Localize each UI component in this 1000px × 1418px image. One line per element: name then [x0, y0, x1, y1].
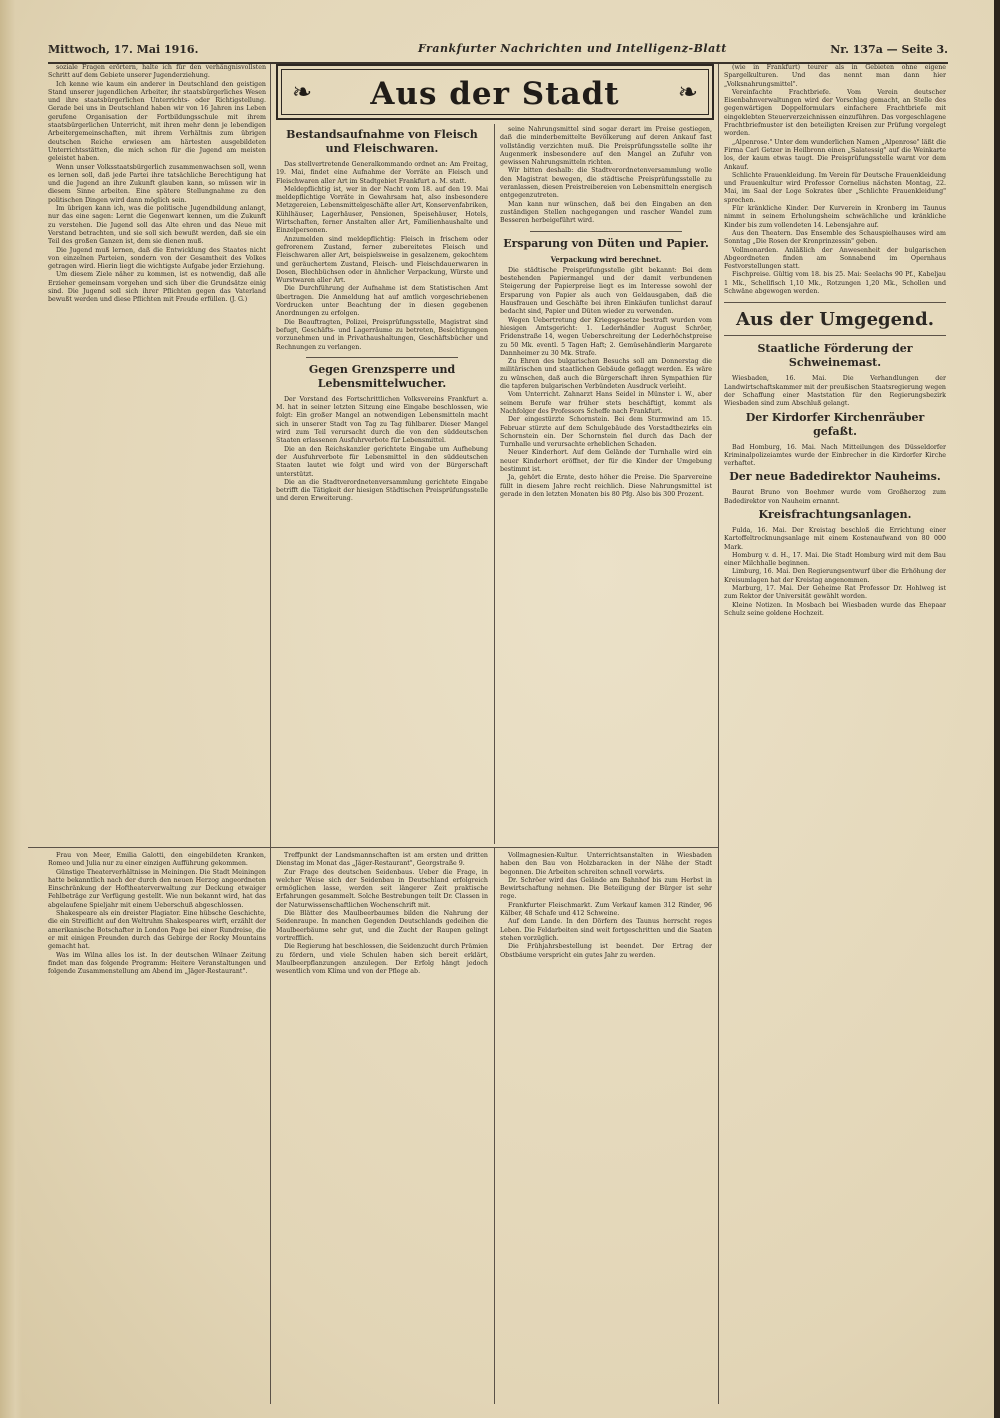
newspaper-title: Frankfurter Nachrichten und Intelligenz-Blatt	[418, 42, 727, 55]
paragraph: Um diesem Ziele näher zu kommen, ist es notwendig, daß alle Erzieher gemeinsam vorgehen und sich über die Grundsätze einig sind. Die Jugend soll sich ihrer Pflichten gegen das Vaterland bewußt werden und diese Pflichten mit Freude erfüllen. (J. G.)	[48, 271, 266, 304]
paragraph: Die städtische Preisprüfungsstelle gibt bekannt: Bei dem bestehenden Papiermangel und der damit verbundenen Steigerung der Papierpreise liegt es im Interesse sowohl der Ersparung von Papier als auch von Geldausgaben, daß die Hausfrauen und Geschäfte bei ihren Einkäufen tunlichst darauf bedacht sind, Papier und Düten wieder zu verwenden.	[500, 266, 712, 316]
paragraph: Für kränkliche Kinder. Der Kurverein in Kronberg im Taunus nimmt in seinem Erholungsheim schwächliche und kränkliche Kinder bis zum vollendeten 14. Lebensjahre auf.	[724, 205, 946, 229]
paragraph: Schlichte Frauenkleidung. Im Verein für Deutsche Frauenkleidung und Frauenkultur wird Professor Cornelius nächsten Montag, 22. Mai, im Saal der Loge Sokrates über „Schlichte Frauenkleidung" sprechen.	[724, 171, 946, 204]
section-title: Aus der Stadt	[370, 76, 620, 112]
paragraph: Die Blätter des Maulbeerbaumes bilden die Nahrung der Seidenraupe. In manchen Gegenden Deutschlands gedeihen die Maulbeerbäume sehr gut, und die Zucht der Raupen gelingt vortrefflich.	[276, 910, 488, 942]
paragraph: Frau von Meer, Emilia Galotti, den eingebildeten Kranken, Romeo und Julia nur zu einer einzigen Aufführung gekommen.	[48, 852, 266, 868]
paragraph: Frankfurter Fleischmarkt. Zum Verkauf kamen 312 Rinder, 96 Kälber, 48 Schafe und 412 Schweine.	[500, 901, 712, 918]
paragraph: Wiesbaden, 16. Mai. Die Verhandlungen der Landwirtschaftskammer mit der preußischen Staatsregierung wegen der Schaffung einer Maststation für den Regierungsbezirk Wiesbaden sind zum Abschluß gelangt.	[724, 375, 946, 408]
article-heading: Bestandsaufnahme von Fleisch und Fleischwaren.	[286, 128, 478, 155]
column-3	[500, 126, 712, 846]
article-heading: Gegen Grenzsperre und Lebensmittelwucher.	[308, 362, 456, 390]
paragraph: Was im Wilna alles los ist. In der deutschen Wilnaer Zeitung findet man das folgende Programm: Heitere Veranstaltungen und folgende Zusammenstellung am Abend im „Jäger-Restaurant".	[48, 951, 266, 976]
article-heading: Ersparung von Düten und Papier.	[503, 236, 709, 250]
paragraph: Ich kenne wie kaum ein anderer in Deutschland den geistigen Stand unserer jugendlichen Arbeiter, ihr staatsbürgerliches Wesen und ihre staatsbürgerlichen Unterrichts- oder Richtigstellung. Gerade bei uns in Deutschland haben wir von 16 Jahren ins Leben gerufene Organisation der Fortbildungsschule mit ihrem staatsbürgerlichen Unterricht, mit ihren mehr denn je lebendigen Arbeitergemeinschaften, mit ihrem Verhältnis zum übrigen deutschen Reiche erwiesen am härtesten ausgebildeten Unterrichtsstätten, die mich schon für die Jugend am meisten geleistet haben.	[48, 80, 266, 163]
column-1	[48, 64, 266, 846]
page-binding-edge	[0, 0, 22, 1418]
paragraph: Neuer Kinderhort. Auf dem Gelände der Turnhalle wird ein neuer Kinderhort eröffnet, der für die Kinder der Umgebung bestimmt ist.	[500, 449, 712, 473]
paragraph: Die Regierung hat beschlossen, die Seidenzucht durch Prämien zu fördern, und viele Schulen haben sich bereit erklärt, Maulbeerpflanzungen anzulegen. Der Erfolg hängt jedoch wesentlich vom Klima und von der Pflege ab.	[276, 943, 488, 976]
paragraph: Die an den Reichskanzler gerichtete Eingabe um Aufhebung der Ausfuhrverbote für Lebensmittel in den süddeutschen Staaten lautet wie folgt und wird von der Bürgerschaft unterstützt.	[276, 445, 488, 478]
column-5	[48, 852, 266, 1404]
paragraph: Auf dem Lande. In den Dörfern des Taunus herrscht reges Leben. Die Feldarbeiten sind weit fortgeschritten und die Saaten stehen vorzüglich.	[500, 918, 712, 942]
paragraph: soziale Fragen erörtern, halte ich für den verhängnisvollsten Schritt auf dem Gebiete unserer Jugenderziehung.	[48, 64, 266, 80]
ornament-left-icon: ❧	[292, 78, 313, 106]
paragraph: Bad Homburg, 16. Mai. Nach Mitteilungen des Düsseldorfer Kriminalpolizeiamtes wurde der Einbrecher in die Kirdorfer Kirche verhaftet.	[724, 443, 946, 468]
paragraph: Die Beauftragten, Polizei, Preisprüfungsstelle, Magistrat sind befugt, Geschäfts- und Lagerräume zu betreten, Besichtigungen vorzunehmen und in Privathaushaltungen, Geschäftsbücher und Rechnungen zu verlangen.	[276, 318, 488, 351]
section-divider	[724, 302, 946, 303]
column-rule	[494, 124, 495, 844]
column-4	[724, 64, 946, 1404]
article-heading: Staatliche Förderung der Schweinemast.	[757, 342, 913, 370]
paragraph: Vollmonarden. Anläßlich der Anwesenheit der bulgarischen Abgeordneten finden am Sonnabend im Opernhaus Festvorstellungen statt.	[724, 246, 946, 271]
article-divider	[306, 357, 458, 358]
column-2	[276, 126, 488, 846]
paragraph: Fischpreise. Gültig vom 18. bis 25. Mai: Seelachs 90 Pf., Kabeljau 1 Mk., Schellfisch 1,10 Mk., Rotzungen 1,20 Mk., Schollen und Schwäne abgewogen werden.	[724, 271, 946, 296]
issue-date: Mittwoch, 17. Mai 1916.	[48, 43, 199, 56]
article-heading: Kreisfrachtungsanlagen.	[758, 507, 912, 521]
paragraph: Wir bitten deshalb: die Stadtverordnetenversammlung wolle den Magistrat bewegen, die städtische Preisprüfungsstelle zu veranlassen, diesen Preistreibereien von Lebensmitteln energisch entgegenzutreten.	[500, 167, 712, 200]
paragraph: Limburg, 16. Mai. Den Regierungsentwurf über die Erhöhung der Kreisumlagen hat der Kreistag angenommen.	[724, 568, 946, 584]
paragraph: Wegen Uebertretung der Kriegsgesetze bestraft wurden vom hiesigen Amtsgericht: 1. Lederhändler August Schröer, Fridenstraße 14, wegen Ueberschreitung der Lederhöchstpreise zu 50 Mk. eventl. 5 Tagen Haft; 2. Gemüsehändlerin Margarete Dannheimer zu 30 Mk. Strafe.	[500, 316, 712, 357]
paragraph: Anzumelden sind meldepflichtig: Fleisch in frischem oder gefrorenem Zustand, ferner zubereitetes Fleisch und Fleischwaren aller Art, beispielsweise in gesalzenem, gekochtem und geräuchertem Zustand, Fleisch- und Fleischdauerwaren in Dosen, Blechbüchsen oder in ähnlicher Verpackung, Würste und Wurstwaren aller Art.	[276, 235, 488, 285]
paragraph: Im übrigen kann ich, was die politische Jugendbildung anlangt, nur das eine sagen: Lernt die Gegenwart kennen, um die Zukunft zu verstehen. Die Jugend soll das Alte ehren und das Neue mit Verstand betrachten, und sie soll sich bewußt werden, daß sie ein Teil des großen Ganzen ist, dem sie dienen muß.	[48, 205, 266, 246]
paragraph: Die an die Stadtverordnetenversammlung gerichtete Eingabe betrifft die Tätigkeit der hiesigen Städtischen Preisprüfungsstelle und deren Erweiterung.	[276, 478, 488, 503]
page-number: Nr. 137a — Seite 3.	[830, 43, 948, 56]
paragraph: Die Jugend muß lernen, daß die Entwicklung des Staates nicht von einzelnen Parteien, sondern von der Gesamtheit des Volkes getragen wird. Hierin liegt die wichtigste Aufgabe jeder Erziehung.	[48, 246, 266, 271]
paragraph: Man kann nur wünschen, daß bei den Eingaben an den zuständigen Stellen nachgegangen und rascher Wandel zum Besseren herbeigeführt wird.	[500, 200, 712, 225]
column-7	[500, 852, 712, 1404]
paragraph: Marburg, 17. Mai. Der Geheime Rat Professor Dr. Hohlweg ist zum Rektor der Universität gewählt worden.	[724, 585, 946, 601]
column-rule	[270, 847, 271, 1404]
paragraph: „Alpenrose." Unter dem wunderlichen Namen „Alpenrose" läßt die Firma Carl Getzer in Heilbronn einen „Salatessig" auf die Weinkarte los, der kaum etwas taugt. Die Preisprüfungsstelle warnt vor dem Ankauf.	[724, 138, 946, 171]
paragraph: Aus den Theatern. Das Ensemble des Schauspielhauses wird am Sonntag „Die Rosen der Kronprinzessin" geben.	[724, 229, 946, 246]
paragraph: Wenn unser Volksstaatsbürgerlich zusammenwachsen soll, wenn es lernen soll, daß jede Partei ihre tatsächliche Berechtigung hat und die Jugend an ihre Zukunft glauben kann, so müssen wir in diesem Sinne arbeiten. Eine spätere Stellungnahme zu den politischen Dingen wird dann möglich sein.	[48, 163, 266, 204]
article-heading: Der Kirdorfer Kirchenräuber gefaßt.	[745, 410, 925, 438]
paragraph: Die Durchführung der Aufnahme ist dem Statistischen Amt übertragen. Die Anmeldung hat auf amtlich vorgeschriebenen Vordrucken unter Beachtung der in diesen gegebenen Anordnungen zu erfolgen.	[276, 285, 488, 318]
paragraph: Meldepflichtig ist, wer in der Nacht vom 18. auf den 19. Mai meldepflichtige Vorräte in Gewahrsam hat, also insbesondere Metzgereien, Lebensmittelgeschäfte aller Art, Konservenfabriken, Kühlhäuser, Lagerhäuser, Pensionen, Speisehäuser, Hotels, Wirtschaften, ferner Anstalten aller Art, Familienhaushalte und Einzelpersonen.	[276, 185, 488, 235]
paragraph: Der Vorstand des Fortschrittlichen Volksvereins Frankfurt a. M. hat in seiner letzten Sitzung eine Eingabe beschlossen, wie folgt: Ein großer Mangel an notwendigen Lebensmitteln macht sich in unserer Stadt von Tag zu Tag fühlbarer. Dieser Mangel wird zum Teil verursacht durch die von den süddeutschen Staaten erlassenen Ausfuhrverbote für Lebensmittel.	[276, 395, 488, 445]
paragraph: Vom Unterricht. Zahnarzt Hans Seidel in Münster i. W., aber seinem Berufe war früher stets beschäftigt, kommt als Nachfolger des Professors Scheffe nach Frankfurt.	[500, 391, 712, 415]
paragraph: Zu Ehren des bulgarischen Besuchs soll am Donnerstag die militärischen und staatlichen Gebäude geflaggt werden. Es wäre zu wünschen, daß auch die Bürgerschaft ihren Sympathien für die tapferen bulgarischen Verbündeten Ausdruck verleiht.	[500, 358, 712, 391]
paragraph: Günstige Theaterverhältnisse in Meiningen. Die Stadt Meiningen hatte bekanntlich nach der durch den neuen Herzog angeordneten Einschränkung der Hoftheaterverwaltung zur Deckung etwaiger Fehlbeträge zur Verfügung gestellt. Wie nun bekannt wird, hat das abgelaufene Spieljahr mit einem Ueberschuß abgeschlossen.	[48, 868, 266, 909]
section-divider	[724, 335, 946, 336]
paragraph: Treffpunkt der Landsmannschaften ist am ersten und dritten Dienstag im Monat das „Jäger-Restaurant", Georgstraße 9.	[276, 852, 488, 868]
paragraph: (wie in Frankfurt) teurer als in Gebieten ohne eigene Spargelkulturen. Und das nennt man dann hier „Volksnahrungsmittel".	[724, 64, 946, 88]
paragraph: Vereinfachte Frachtbriefe. Vom Verein deutscher Eisenbahnverwaltungen wird der Vorschlag gemacht, an Stelle des gegenwärtigen Doppelformulars einfachere Frachtbriefe mit eingeklebten Steuerverzeichnissen einzuführen. Das vorgeschlagene Frachtbriefmuster ist den beteiligten Kreisen zur Prüfung vorgelegt worden.	[724, 88, 946, 138]
column-rule	[494, 847, 495, 1404]
column-6	[276, 852, 488, 1404]
column-rule	[718, 64, 719, 1404]
article-divider	[530, 231, 682, 232]
paragraph: Baurat Bruno von Boehmer wurde vom Großherzog zum Badedirektor von Nauheim ernannt.	[724, 489, 946, 505]
paragraph: Ja, gehört die Ernte, desto höher die Preise. Die Sparvereine füllt in diesem Jahre recht reichlich. Diese Nahrungsmittel ist gerade in den letzten Monaten bis 80 Pfg. Also bis 300 Prozent.	[500, 474, 712, 498]
paragraph: Die Frühjahrsbestellung ist beendet. Der Ertrag der Obstbäume verspricht ein gutes Jahr zu werden.	[500, 943, 712, 959]
ornament-right-icon: ❧	[677, 78, 698, 106]
paragraph: Der eingestürzte Schornstein. Bei dem Sturmwind am 15. Februar stürzte auf dem Schulgebäude des Vorstadtbezirks ein Schornstein ein. Der Schornstein fiel durch das Dach der Turnhalle und verursachte erheblichen Schaden.	[500, 416, 712, 449]
paragraph: Dr. Schröer wird das Gelände am Bahnhof bis zum Herbst in Bewirtschaftung nehmen. Die Beteiligung der Bürger ist sehr rege.	[500, 876, 712, 901]
paragraph: Vollmagnesien-Kultur. Unterrichtsanstalten in Wiesbaden haben den Bau von Holzbaracken in der Nähe der Stadt begonnen. Die Arbeiten schreiten schnell vorwärts.	[500, 852, 712, 876]
running-header	[48, 40, 948, 64]
paragraph: Kleine Notizen. In Mosbach bei Wiesbaden wurde das Ehepaar Schulz seine goldene Hochzeit.	[724, 601, 946, 617]
article-subheading: Verpackung wird berechnet.	[550, 254, 662, 264]
section-heading: Aus der Umgegend.	[736, 309, 934, 331]
section-rule	[28, 847, 718, 848]
paragraph: Zur Frage des deutschen Seidenbaus. Ueber die Frage, in welcher Weise sich der Seidenbau in Deutschland erfolgreich ermöglichen lasse, werden seit längerer Zeit praktische Erfahrungen gesammelt. Solche Bestrebungen teilt Dr. Classen in der Naturwissenschaftlichen Wochenschrift mit.	[276, 868, 488, 909]
paragraph: Homburg v. d. H., 17. Mai. Die Stadt Homburg wird mit dem Bau einer Milchhalle beginnen.	[724, 551, 946, 568]
paragraph: Das stellvertretende Generalkommando ordnet an: Am Freitag, 19. Mai, findet eine Aufnahme der Vorräte an Fleisch und Fleischwaren aller Art im Stadtgebiet Frankfurt a. M. statt.	[276, 161, 488, 185]
article-heading: Der neue Badedirektor Nauheims.	[729, 470, 941, 484]
section-banner	[276, 64, 714, 120]
paragraph: Shakespeare als ein dreister Plagiator. Eine hübsche Geschichte, die ein Streiflicht auf den Weltruhm Shakespeares wirft, erzählt der amerikanische Botschafter in London Page bei einer Rundreise, die er mit einigen Freunden durch das Gebirge der Rocky Mountains gemacht hat.	[48, 910, 266, 951]
paragraph: seine Nahrungsmittel sind sogar derart im Preise gestiegen, daß die minderbemittelte Bevölkerung auf deren Ankauf fast vollständig verzichten muß. Die Preisprüfungsstelle sollte ihr Augenmerk insbesondere auf den Mangel an Zufuhr von gewissen Nahrungsmitteln richten.	[500, 126, 712, 167]
paragraph: Fulda, 16. Mai. Der Kreistag beschloß die Errichtung einer Kartoffeltrocknungsanlage mit einem Kostenaufwand von 80 000 Mark.	[724, 526, 946, 551]
